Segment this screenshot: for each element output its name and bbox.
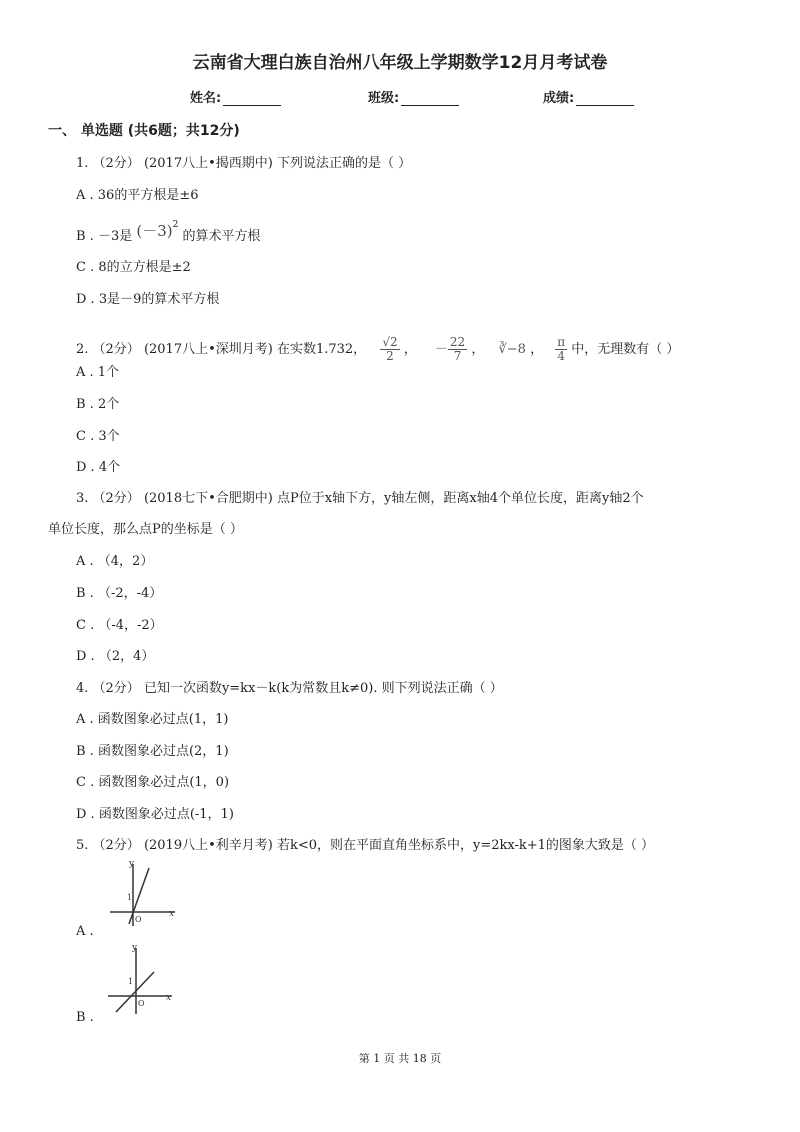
question-1-option-a: A . 36的平方根是±6 <box>76 188 199 203</box>
section-heading: 一、 单选题 (共6题；共12分) <box>48 123 240 139</box>
question-2-option-a: A . 1个 <box>76 365 120 380</box>
question-3-option-b: B . （-2，-4） <box>76 586 163 601</box>
question-2-option-c: C . 3个 <box>76 429 120 444</box>
question-3-option-a: A . （4，2） <box>76 554 154 569</box>
question-3-stem-line-1: 3. （2分） (2018七下•合肥期中) 点P位于x轴下方，y轴左侧，距离x轴4个单位长度，距离y轴2个 <box>76 491 644 506</box>
question-4-option-d: D . 函数图象必过点(-1，1) <box>76 807 234 822</box>
fraction-sqrt2-over-2: $\frac{√2}{2}$ <box>382 335 398 363</box>
question-2-tail: 中，无理数有（ ） <box>571 342 680 357</box>
origin-label: O <box>138 999 145 1008</box>
score-field <box>543 87 634 106</box>
cube-root-neg-8: ∛−8 <box>498 342 526 357</box>
question-4-option-b: B . 函数图象必过点(2，1) <box>76 744 229 759</box>
question-2-option-d: D . 4个 <box>76 460 121 475</box>
question-5-stem: 5. （2分） (2019八上•利辛月考) 若k<0，则在平面直角坐标系中，y=2kx-k+1的图象大致是（ ） <box>76 838 655 853</box>
question-1-option-d: D . 3是－9的算术平方根 <box>76 292 220 307</box>
question-4-stem: 4. （2分） 已知一次函数y=kx－k(k为常数且k≠0). 则下列说法正确（ ） <box>76 681 503 696</box>
x-label: x <box>166 993 172 1003</box>
score-label: 成绩: <box>543 91 575 106</box>
fraction-pi-over-4: $\frac{\pi}{4}$ <box>557 335 566 363</box>
option-b-suffix: 的算术平方根 <box>182 229 261 244</box>
name-field <box>190 87 281 106</box>
class-blank[interactable] <box>401 91 459 106</box>
question-2-option-b: B . 2个 <box>76 397 120 412</box>
question-1-option-b <box>76 219 261 245</box>
option-b-prefix: B . －3是 <box>76 229 133 244</box>
comma: ， <box>530 342 544 357</box>
question-4-option-c: C . 函数图象必过点(1，0) <box>76 775 230 790</box>
option-b-exponent: 2 <box>172 219 179 230</box>
question-3-option-d: D . （2，4） <box>76 649 155 664</box>
comma: ， <box>403 342 417 357</box>
origin-label: O <box>135 915 142 924</box>
option-a-graph <box>105 858 180 928</box>
question-3-option-c: C . （-4，-2） <box>76 618 163 633</box>
question-3-stem-line-2: 单位长度，那么点P的坐标是（ ） <box>48 522 243 537</box>
tick-one-label: 1 <box>127 893 133 902</box>
class-label: 班级: <box>368 91 400 106</box>
question-4-option-a: A . 函数图象必过点(1，1) <box>76 712 229 727</box>
question-2-stem <box>76 336 679 363</box>
class-field <box>368 87 459 106</box>
tick-one-label: 1 <box>128 977 134 986</box>
y-label: y <box>132 943 138 953</box>
question-2-lead: 2. （2分） (2017八上•深圳月考) 在实数1.732， <box>76 342 367 357</box>
y-label: y <box>129 859 135 869</box>
question-1-stem: 1. （2分） (2017八上•揭西期中) 下列说法正确的是（ ） <box>76 156 412 171</box>
function-line <box>116 972 154 1012</box>
name-blank[interactable] <box>223 91 281 106</box>
page-footer: 第 1 页 共 18 页 <box>358 1052 442 1065</box>
question-5-option-b: B . <box>76 1010 94 1025</box>
comma: ， <box>471 342 485 357</box>
page-title: 云南省大理白族自治州八年级上学期数学12月月考试卷 <box>192 53 608 73</box>
name-label: 姓名: <box>190 91 222 106</box>
minus-sign: － <box>434 342 448 357</box>
x-label: x <box>169 909 175 919</box>
fraction-22-over-7: $\frac{22}{7}$ <box>449 335 466 363</box>
question-1-option-c: C . 8的立方根是±2 <box>76 260 191 275</box>
option-b-graph <box>104 942 179 1017</box>
option-b-expression: (－3) <box>136 222 173 240</box>
question-5-option-a: A . <box>76 924 94 939</box>
score-blank[interactable] <box>576 91 634 106</box>
